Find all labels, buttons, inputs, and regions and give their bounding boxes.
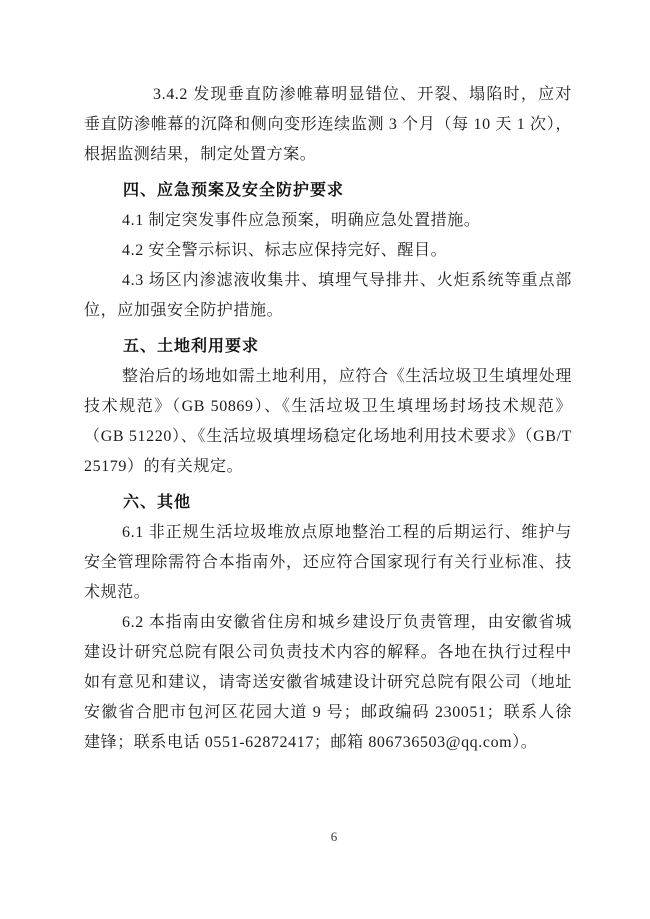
paragraph-6-1: 6.1 非正规生活垃圾堆放点原地整治工程的后期运行、维护与安全管理除需符合本指南外，还应符合国家现行有关行业标准、技术规范。 <box>84 524 572 601</box>
paragraph-5-body: 整治后的场地如需土地利用，应符合《生活垃圾卫生填埋处理技术规范》（GB 50869）、《生活垃圾卫生填埋场封场技术规范》（GB 51220）、《生活垃圾填埋场稳定化场地利用技术要求》（GB/T 25179）的有关规定。 <box>84 368 572 475</box>
heading-section-6: 六、其他 <box>123 494 192 511</box>
heading-section-5: 五、土地利用要求 <box>123 338 260 355</box>
paragraph-6-2: 6.2 本指南由安徽省住房和城乡建设厅负责管理，由安徽省城建设计研究总院有限公司负责技术内容的解释。各地在执行过程中如有意见和建议，请寄送安徽省城建设计研究总院有限公司（地址安徽省合肥市包河区花园大道 9 号；邮政编码 230051；联系人徐建锋；联系电话 0551-62872417；邮箱 806736503@qq.com）。 <box>84 614 572 751</box>
paragraph-4-1: 4.1 制定突发事件应急预案，明确应急处置措施。 <box>122 212 481 229</box>
paragraph-4-3: 4.3 场区内渗滤液收集井、填埋气导排井、火炬系统等重点部位，应加强安全防护措施。 <box>84 272 572 319</box>
page-footer <box>0 828 650 846</box>
document-body <box>84 80 572 758</box>
paragraph-3-4-2: 3.4.2 发现垂直防渗帷幕明显错位、开裂、塌陷时，应对垂直防渗帷幕的沉降和侧向变形连续监测 3 个月（每 10 天 1 次），根据监测结果，制定处置方案。 <box>84 86 572 163</box>
heading-section-4: 四、应急预案及安全防护要求 <box>123 182 345 199</box>
page-number: 6 <box>330 829 338 844</box>
paragraph-4-2: 4.2 安全警示标识、标志应保持完好、醒目。 <box>122 242 448 259</box>
